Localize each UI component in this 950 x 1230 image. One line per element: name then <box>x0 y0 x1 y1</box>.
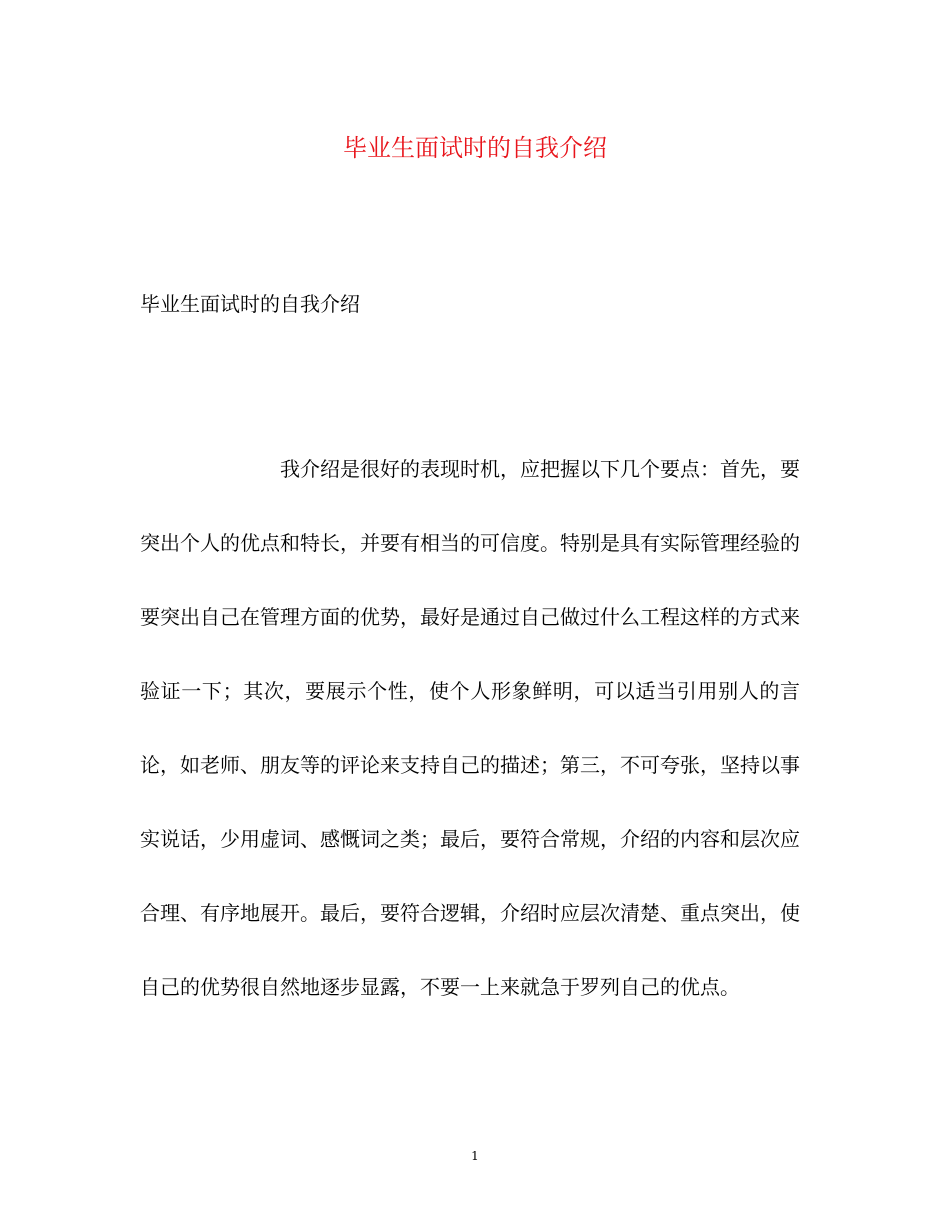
page-number: 1 <box>471 1149 479 1163</box>
document-title: 毕业生面试时的自我介绍 <box>343 134 607 162</box>
body-paragraph: 我介绍是很好的表现时机，应把握以下几个要点：首先，要突出个人的优点和特长，并要有相当的可信度。特别是具有实际管理经验的要突出自己在管理方面的优势，最好是通过自己做过什么工程这样的方式来验证一下；其次，要展示个性，使个人形象鲜明，可以适当引用别人的言论，如老师、朋友等的评论来支持自己的描述；第三，不可夸张，坚持以事实说话，少用虚词、感慨词之类；最后，要符合常规，介绍的内容和层次应合理、有序地展开。最后，要符合逻辑，介绍时应层次清楚、重点突出，使自己的优势很自然地逐步显露，不要一上来就急于罗列自己的优点。 <box>140 457 800 999</box>
document-subheading: 毕业生面试时的自我介绍 <box>140 292 360 316</box>
